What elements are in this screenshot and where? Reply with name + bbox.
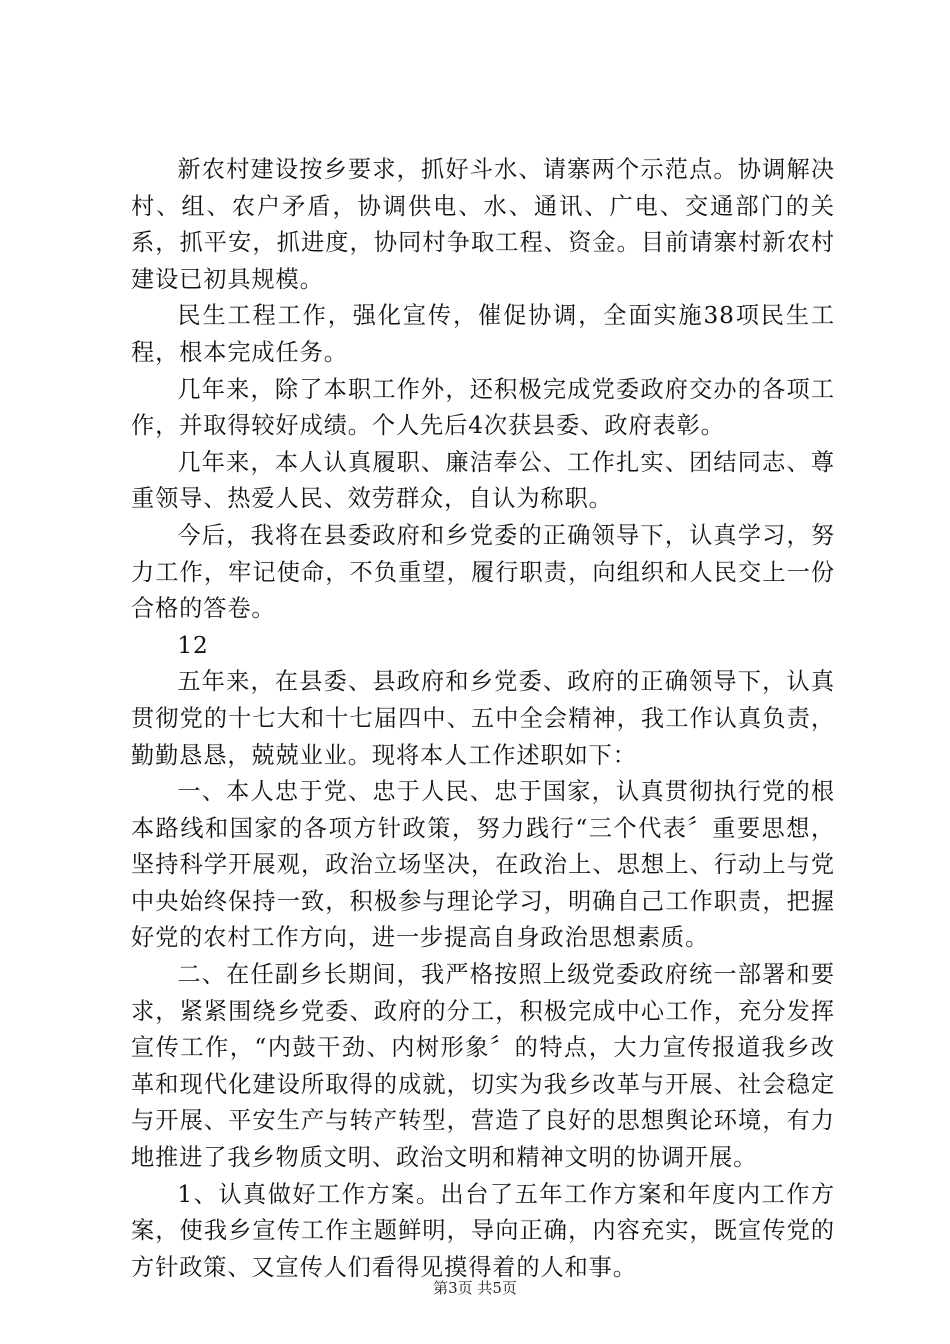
- paragraph-additional-work: 几年来，除了本职工作外，还积极完成党委政府交办的各项工作，并取得较好成绩。个人先后4次获县委、政府表彰。: [131, 375, 835, 440]
- paragraph-deputy-township-work: 二、在任副乡长期间，我严格按照上级党委政府统一部署和要求，紧紧围绕乡党委、政府的分工，积极完成中心工作，充分发挥宣传工作，“内鼓干劲、内树形象〞的特点，大力宣传报道我乡改革和现代化建设所取得的成就，切实为我乡改革与开展、社会稳定与开展、平安生产与转产转型，营造了良好的思想舆论环境，有力地推进了我乡物质文明、政治文明和精神文明的协调开展。: [131, 961, 835, 1172]
- paragraph-political-loyalty: 一、本人忠于党、忠于人民、忠于国家，认真贯彻执行党的根本路线和国家的各项方针政策，努力践行“三个代表〞重要思想，坚持科学开展观，政治立场坚决，在政治上、思想上、行动上与党中央始终保持一致，积极参与理论学习，明确自己工作职责，把握好党的农村工作方向，进一步提高自身政治思想素质。: [131, 778, 835, 952]
- paragraph-self-evaluation: 几年来，本人认真履职、廉洁奉公、工作扎实、团结同志、尊重领导、热爱人民、效劳群众，自认为称职。: [131, 448, 835, 513]
- page-footer: 第3页 共5页: [433, 1279, 517, 1297]
- document-body: [131, 152, 835, 1286]
- paragraph-work-plan: 1、认真做好工作方案。出台了五年工作方案和年度内工作方案，使我乡宣传工作主题鲜明，导向正确，内容充实，既宣传党的方针政策、又宣传人们看得见摸得着的人和事。: [131, 1180, 835, 1281]
- section-number: 12: [177, 631, 209, 659]
- paragraph-rural-construction: 新农村建设按乡要求，抓好斗水、请寨两个示范点。协调解决村、组、农户矛盾，协调供电、水、通讯、广电、交通部门的关系，抓平安，抓进度，协同村争取工程、资金。目前请寨村新农村建设已初具规模。: [131, 156, 835, 293]
- paragraph-future-commitment: 今后，我将在县委政府和乡党委的正确领导下，认真学习，努力工作，牢记使命，不负重望，履行职责，向组织和人民交上一份合格的答卷。: [131, 521, 835, 623]
- paragraph-five-year-intro: 五年来，在县委、县政府和乡党委、政府的正确领导下，认真贯彻党的十七大和十七届四中、五中全会精神，我工作认真负责，勤勤恳恳，兢兢业业。现将本人工作述职如下：: [131, 668, 835, 769]
- paragraph-livelihood-projects: 民生工程工作，强化宣传，催促协调，全面实施38项民生工程，根本完成任务。: [131, 302, 835, 366]
